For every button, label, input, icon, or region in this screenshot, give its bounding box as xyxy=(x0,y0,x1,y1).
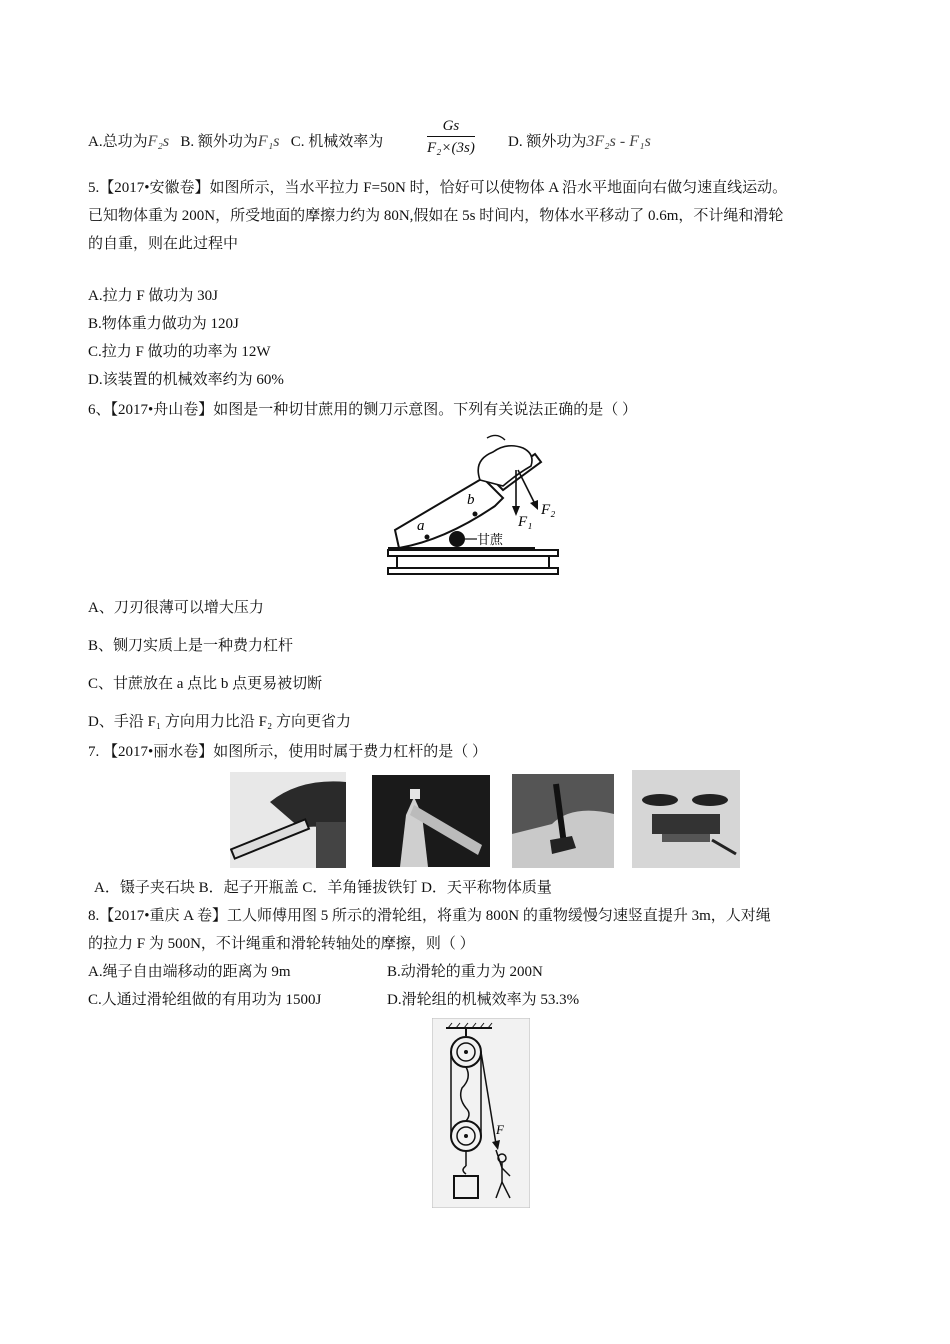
figure-label-cane: 甘蔗 xyxy=(477,533,504,548)
figure-label-a: a xyxy=(417,518,425,534)
q8-stem-line2: 的拉力 F 为 500N，不计绳重和滑轮转轴处的摩擦，则（ ） xyxy=(88,936,475,952)
q7-options: A．镊子夹石块 B．起子开瓶盖 C．羊角锤拔铁钉 D．天平称物体质量 xyxy=(94,880,552,896)
q4-efficiency-fraction xyxy=(425,116,477,159)
q4-option-b-math: F₁s xyxy=(257,133,280,150)
q4-option-b: B. 额外功为 xyxy=(180,134,258,150)
q4-option-a: A.总功为 xyxy=(88,134,148,150)
q8-option-c: C.人通过滑轮组做的有用功为 1500J xyxy=(88,992,322,1008)
q5-stem-line3: 的自重，则在此过程中 xyxy=(88,236,239,252)
figure-label-force: F xyxy=(496,1122,504,1137)
q6-stem: 6、【2017•舟山卷】如图是一种切甘蔗用的铡刀示意图。下列有关说法正确的是（ ） xyxy=(88,402,638,418)
chopper-figure xyxy=(385,430,565,578)
figure-label-b: b xyxy=(467,492,475,508)
q8-stem-line1: 8.【2017•重庆 A 卷】工人师傅用图 5 所示的滑轮组，将重为 800N 的重物缓慢匀速竖直提升 3m，人对绳 xyxy=(88,908,771,924)
claw-hammer-photo xyxy=(512,774,614,868)
q5-option-a: A.拉力 F 做功为 30J xyxy=(88,288,219,304)
q4-option-d-wrap xyxy=(508,132,651,152)
q5-option-c: C.拉力 F 做功的功率为 12W xyxy=(88,344,271,360)
fraction-numerator: Gs xyxy=(427,116,475,137)
q6-option-b: B、铡刀实质上是一种费力杠杆 xyxy=(88,638,294,654)
q6-option-c: C、甘蔗放在 a 点比 b 点更易被切断 xyxy=(88,676,323,692)
q4-option-d: D. 额外功为 xyxy=(508,134,587,150)
q5-stem-line1: 5.【2017•安徽卷】如图所示，当水平拉力 F=50N 时，恰好可以使物体 A 沿水平地面向右做匀速直线运动。 xyxy=(88,180,788,196)
balance-scale-photo xyxy=(632,770,740,868)
bottle-opener-photo xyxy=(372,775,490,867)
q5-stem-line2: 已知物体重为 200N，所受地面的摩擦力约为 80N,假如在 5s 时间内，物体水平移动了 0.6m，不计绳和滑轮 xyxy=(88,208,784,224)
q7-stem: 7. 【2017•丽水卷】如图所示，使用时属于费力杠杆的是（ ） xyxy=(88,744,488,760)
q4-option-d-math: 3F₂s - F₁s xyxy=(586,133,651,150)
q4-options xyxy=(88,132,383,152)
q4-option-a-math: F₂s xyxy=(147,133,170,150)
fraction-denominator: F₂×(3s) xyxy=(427,140,475,156)
q6-option-d: D、手沿 F₁ 方向用力比沿 F₂ 方向更省力 xyxy=(88,714,351,730)
figure-label-f2: F₂ xyxy=(541,502,556,518)
figure-label-f1: F₁ xyxy=(518,514,533,530)
q5-option-b: B.物体重力做功为 120J xyxy=(88,316,239,332)
q8-option-d: D.滑轮组的机械效率为 53.3% xyxy=(387,992,580,1008)
q6-option-a: A、刀刃很薄可以增大压力 xyxy=(88,600,264,616)
pulley-figure xyxy=(432,1018,530,1208)
tweezers-photo xyxy=(230,772,346,868)
q4-option-c: C. 机械效率为 xyxy=(290,134,384,150)
q8-option-a: A.绳子自由端移动的距离为 9m xyxy=(88,964,291,980)
q8-option-b: B.动滑轮的重力为 200N xyxy=(387,964,543,980)
q5-option-d: D.该装置的机械效率约为 60% xyxy=(88,372,284,388)
